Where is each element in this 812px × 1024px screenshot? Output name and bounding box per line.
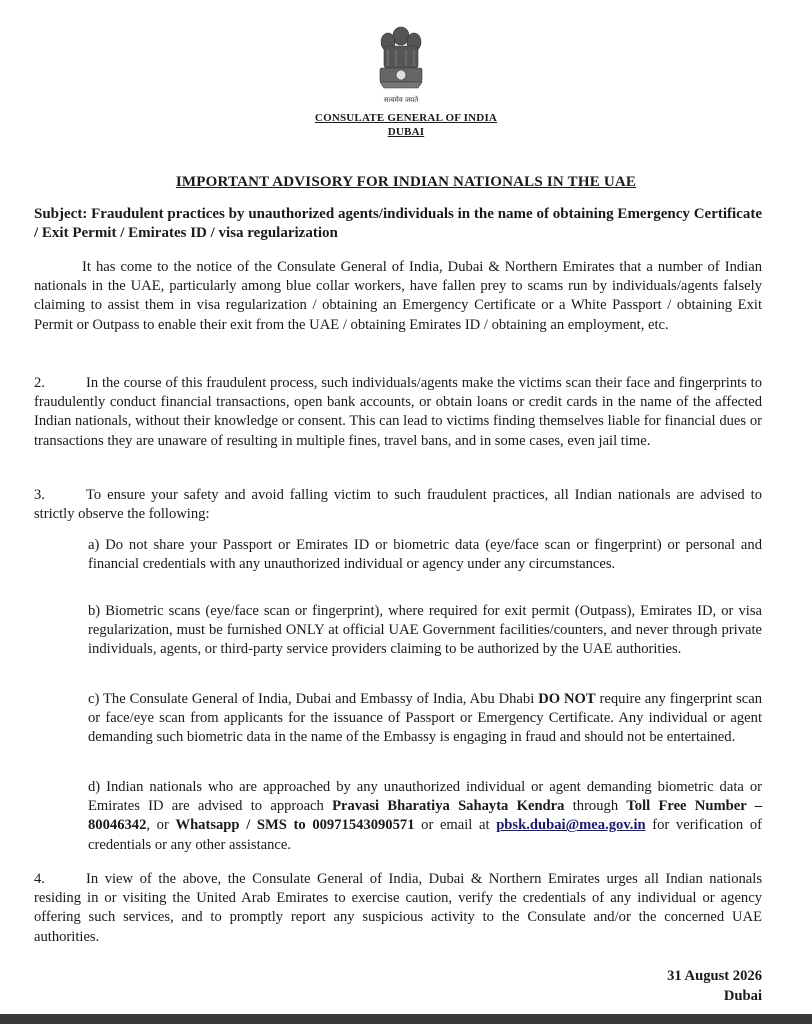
consulate-name: CONSULATE GENERAL OF INDIA	[314, 112, 498, 124]
paragraph-3-text: To ensure your safety and avoid falling victim to such fraudulent practices, all Indian nationals are advised to strictly observe the following:	[34, 487, 762, 523]
whatsapp-number: Whatsapp / SMS to 00971543090571	[175, 817, 415, 834]
paragraph-4-number: 4.	[34, 871, 45, 887]
emblem-motto: सत्यमेव जयते	[383, 96, 419, 104]
helpline-centre-name: Pravasi Bharatiya Sahayta Kendra	[332, 798, 565, 815]
item-d-text-2: through	[564, 798, 627, 815]
paragraph-1: It has come to the notice of the Consulate General of India, Dubai & Northern Emirates that a number of Indian nationals in the UAE, particularly among blue collar workers, have fallen prey to scams run by individuals/agents falsely claiming to assist them in visa regularization / obtaining an Emergency Certificate or a White Passport / obtaining Exit Permit or Outpass to enable their exit from the UAE / obtaining Emirates ID / obtaining an employment, etc.	[34, 259, 762, 333]
consulate-city: DUBAI	[387, 126, 425, 138]
page-title: IMPORTANT ADVISORY FOR INDIAN NATIONALS IN THE UAE	[175, 174, 637, 190]
item-c-text-1: c) The Consulate General of India, Dubai and Embassy of India, Abu Dhabi	[88, 691, 539, 707]
item-c-emphasis: DO NOT	[538, 691, 596, 707]
item-d-text-3: , or	[146, 817, 176, 834]
subject-line: Subject: Fraudulent practices by unauthorized agents/individuals in the name of obtaining Emergency Certificate / Exit Permit / Emirates ID / visa regularization	[34, 206, 762, 241]
toll-free-number: Toll Free Number – 80046342	[88, 798, 762, 834]
item-d-text-5: for verification of credentials or any other assistance.	[88, 817, 762, 853]
paragraph-4	[34, 870, 762, 947]
signature-date: 31 August 2026	[667, 968, 762, 984]
paragraph-4-text: In view of the above, the Consulate General of India, Dubai & Northern Emirates urges all Indian nationals residing in or visiting the United Arab Emirates to exercise caution, verify the credentials of any individual or agency offering such services, and to promptly report any suspicious activity to the Consulate and/or the concerned UAE authorities.	[34, 871, 762, 945]
email-link[interactable]: pbsk.dubai@mea.gov.in	[496, 817, 646, 834]
item-d-text-4: or email at	[414, 817, 497, 834]
bottom-edge-bar	[0, 1014, 812, 1024]
paragraph-2-text: In the course of this fraudulent process, such individuals/agents make the victims scan their face and fingerprints to fraudulently conduct financial transactions, open bank accounts, or obtain loans or credit cards in the name of the affected Indian nationals, without their knowledge or consent. This can lead to victims finding themselves liable for financial dues or transactions they are unaware of resulting in multiple fines, travel bans, and in some cases, even jail time.	[34, 375, 762, 449]
national-emblem-icon	[372, 22, 430, 106]
advice-item-b: b) Biometric scans (eye/face scan or fingerprint), where required for exit permit (Outpass), Emirates ID, or visa regularization, must be furnished ONLY at official UAE Government facilities/counters, and never through private individuals, agents, or third-party service providers claiming to be authorized by the UAE authorities.	[88, 603, 762, 658]
paragraph-2-number: 2.	[34, 375, 45, 391]
paragraph-3-number: 3.	[34, 487, 45, 503]
paragraph-3	[34, 486, 762, 524]
paragraph-2	[34, 374, 762, 451]
signature-place: Dubai	[723, 988, 762, 1004]
item-d-text-1: d) Indian nationals who are approached by any unauthorized individual or agent demanding biometric data or Emirates ID are advised to approach	[88, 779, 762, 815]
advice-item-c	[88, 690, 762, 748]
advice-item-d	[88, 778, 762, 855]
item-c-text-2: require any fingerprint scan or face/eye scan from applicants for the issuance of Passport or Emergency Certificate. Any individual or agent demanding such biometric data in the name of the Embassy is engaging in fraud and should not be entertained.	[88, 691, 763, 746]
advice-item-a: a) Do not share your Passport or Emirates ID or biometric data (eye/face scan or fingerprint) or personal and financial credentials with any unauthorized individual or agency under any circumstances.	[88, 537, 762, 573]
